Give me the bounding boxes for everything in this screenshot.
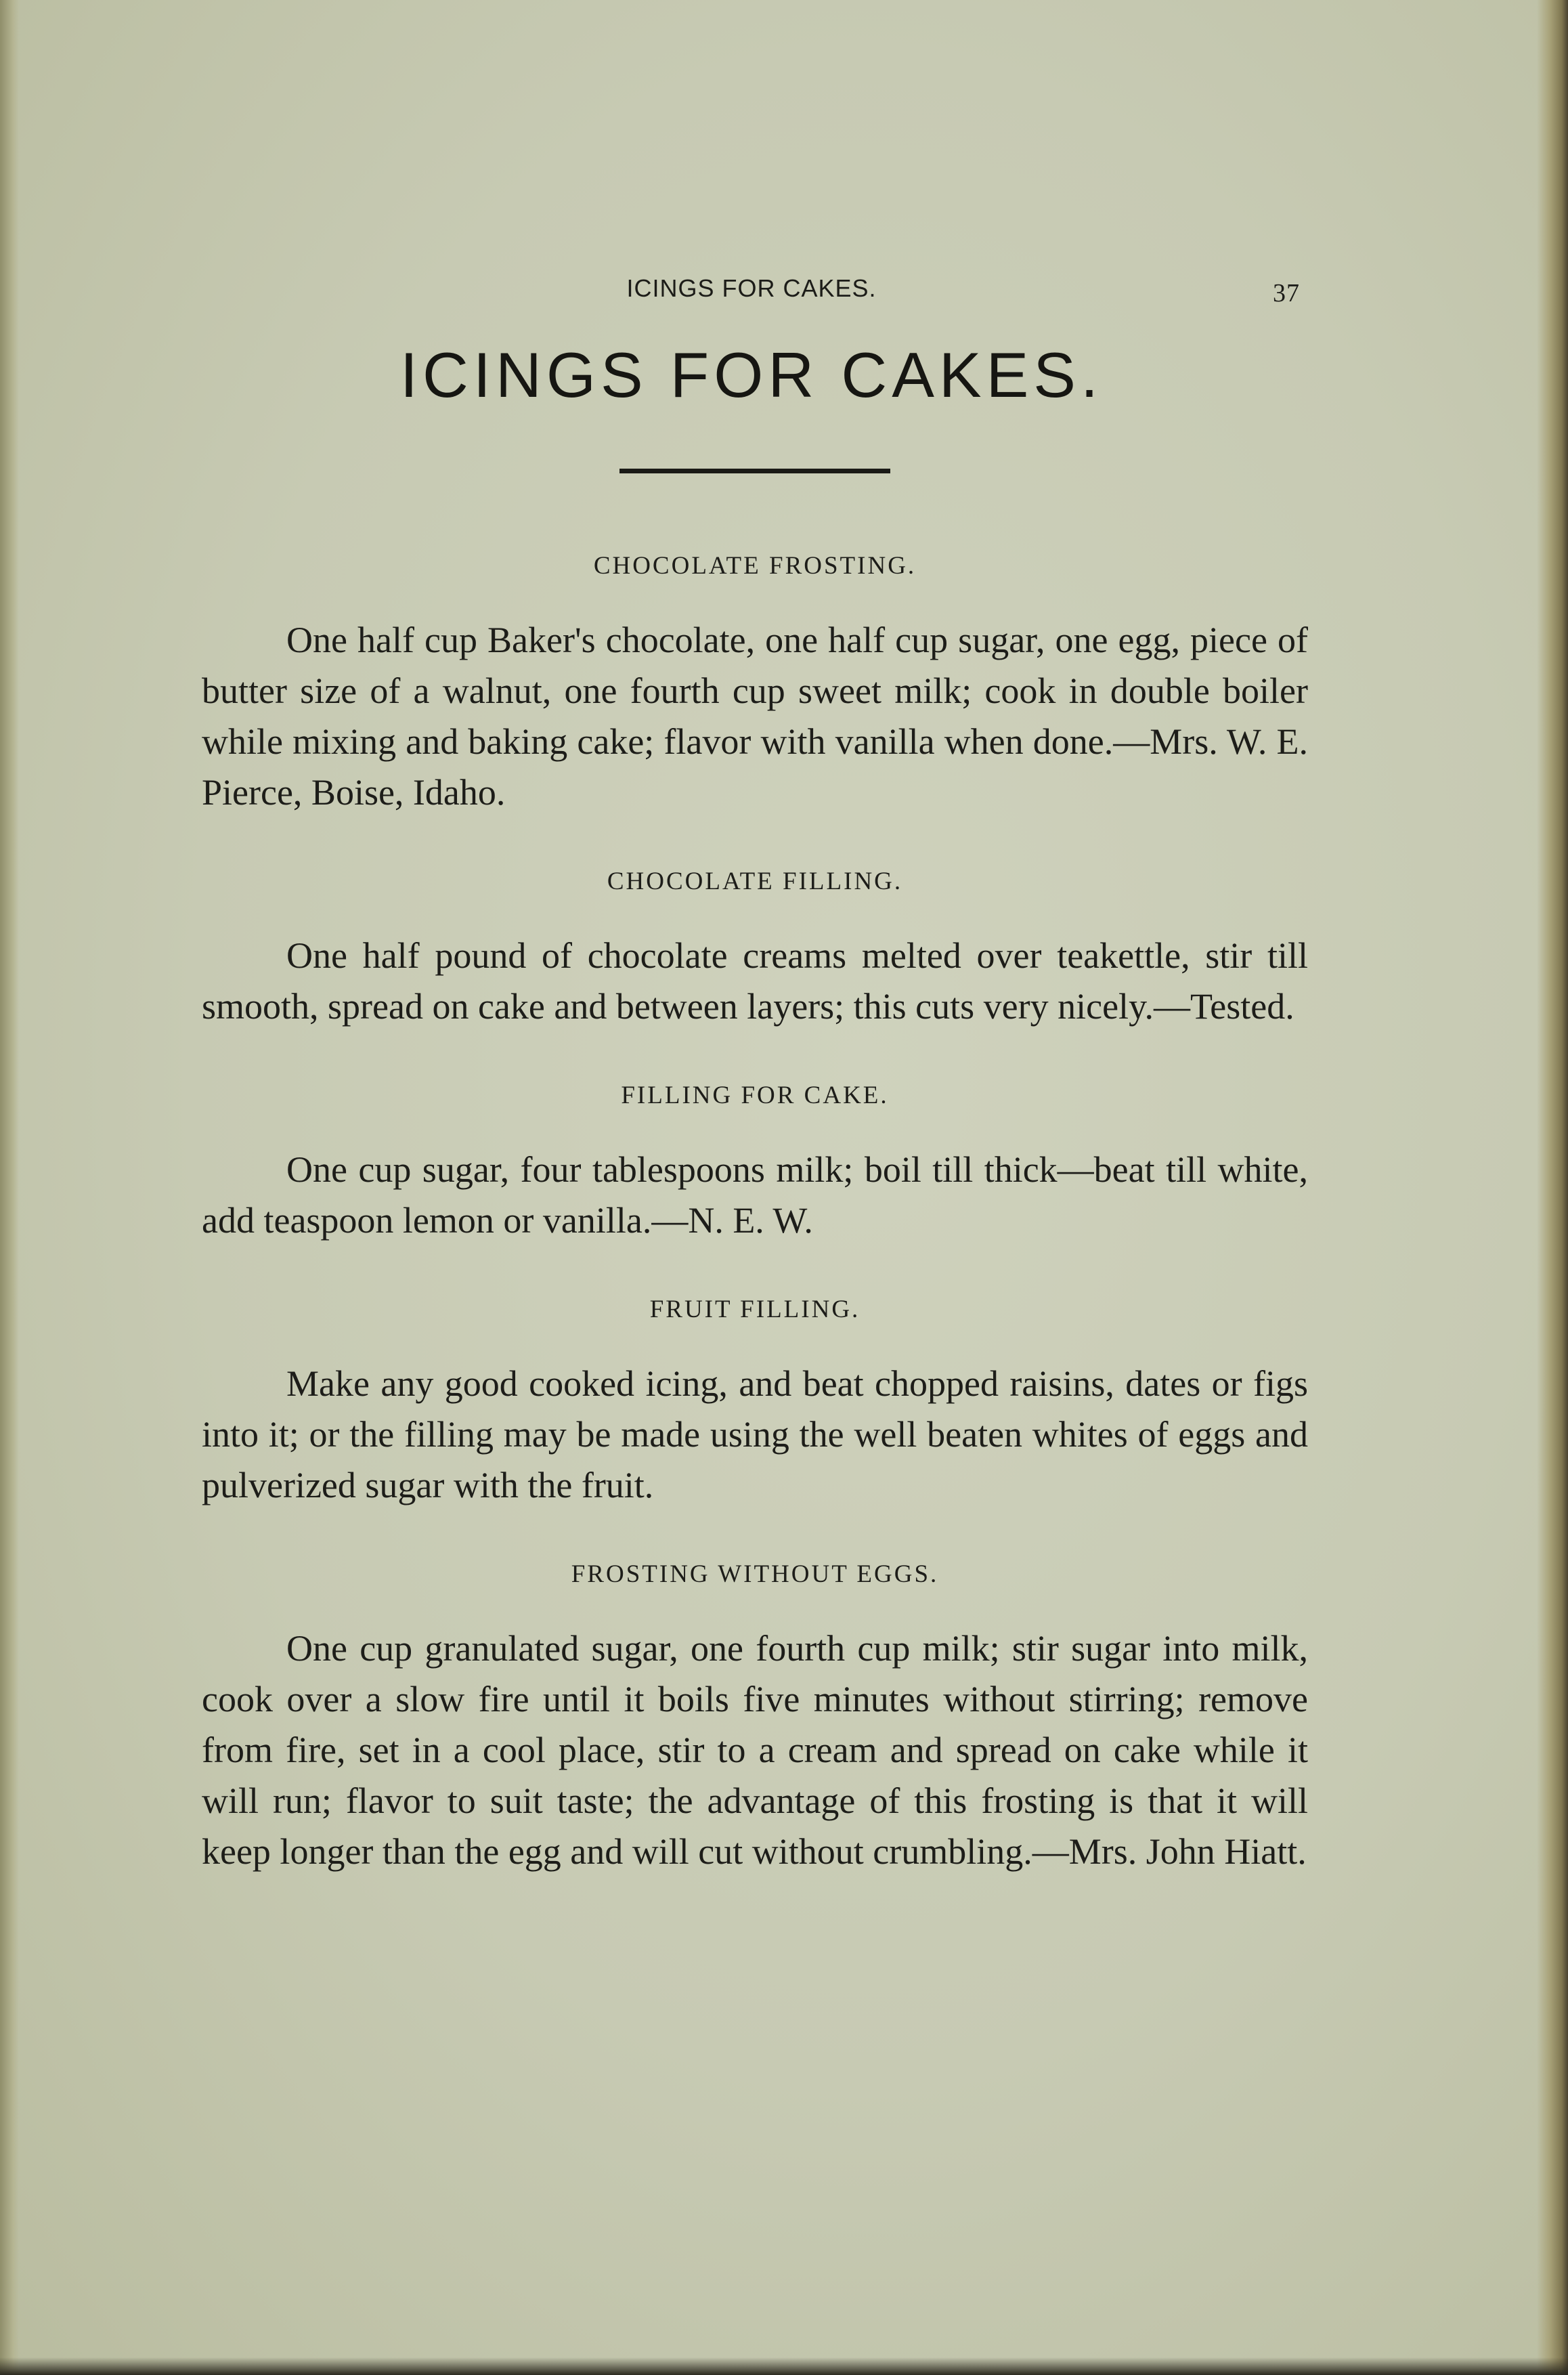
running-head: [203, 274, 1300, 308]
recipe-chocolate-frosting: [202, 542, 1308, 818]
recipe-title: FROSTING WITHOUT EGGS.: [571, 1560, 939, 1588]
page-number: 37: [1273, 279, 1300, 307]
page-left-edge: [0, 0, 19, 2375]
recipe-title: CHOCOLATE FROSTING.: [593, 552, 917, 580]
recipe-list: [202, 542, 1308, 1917]
recipe-filling-for-cake: [202, 1071, 1308, 1246]
page-right-edge: [1537, 0, 1568, 2375]
recipe-chocolate-filling: [202, 857, 1308, 1032]
recipe-frosting-without-eggs: [202, 1550, 1308, 1877]
recipe-body: One cup sugar, four tablespoons milk; boil till thick—beat till white, add teaspoon lemon or vanilla.—N. E. W.: [202, 1149, 1308, 1241]
title-rule: [619, 469, 890, 473]
running-head-title: ICINGS FOR CAKES.: [626, 274, 877, 302]
page-bottom-edge: [0, 2357, 1568, 2375]
chapter-title: ICINGS FOR CAKES.: [399, 339, 1104, 410]
recipe-body: One half cup Baker's chocolate, one half cup sugar, one egg, piece of butter size of a walnut, one fourth cup sweet milk; cook in double boiler while mixing and baking cake; flavor with vanilla when done.—Mrs. W. E. Pierce, Boise, Idaho.: [202, 620, 1308, 813]
recipe-title: FILLING FOR CAKE.: [621, 1082, 889, 1109]
recipe-body: One half pound of chocolate creams melted over teakettle, stir till smooth, spread on cake and between layers; this cuts very nicely.—Tested.: [202, 935, 1308, 1027]
recipe-title: CHOCOLATE FILLING.: [607, 868, 903, 895]
recipe-body: One cup granulated sugar, one fourth cup milk; stir sugar into milk, cook over a slow fire until it boils five minutes without stirring; remove from fire, set in a cool place, stir to a cream and spread on cake while it will run; flavor to suit taste; the advantage of this frosting is that it will keep longer than the egg and will cut without crumbling.—Mrs. John Hiatt.: [202, 1628, 1308, 1872]
recipe-body: Make any good cooked icing, and beat chopped raisins, dates or figs into it; or the filling may be made using the well beaten whites of eggs and pulverized sugar with the fruit.: [202, 1363, 1308, 1505]
recipe-title: FRUIT FILLING.: [649, 1296, 861, 1323]
recipe-fruit-filling: [202, 1285, 1308, 1511]
